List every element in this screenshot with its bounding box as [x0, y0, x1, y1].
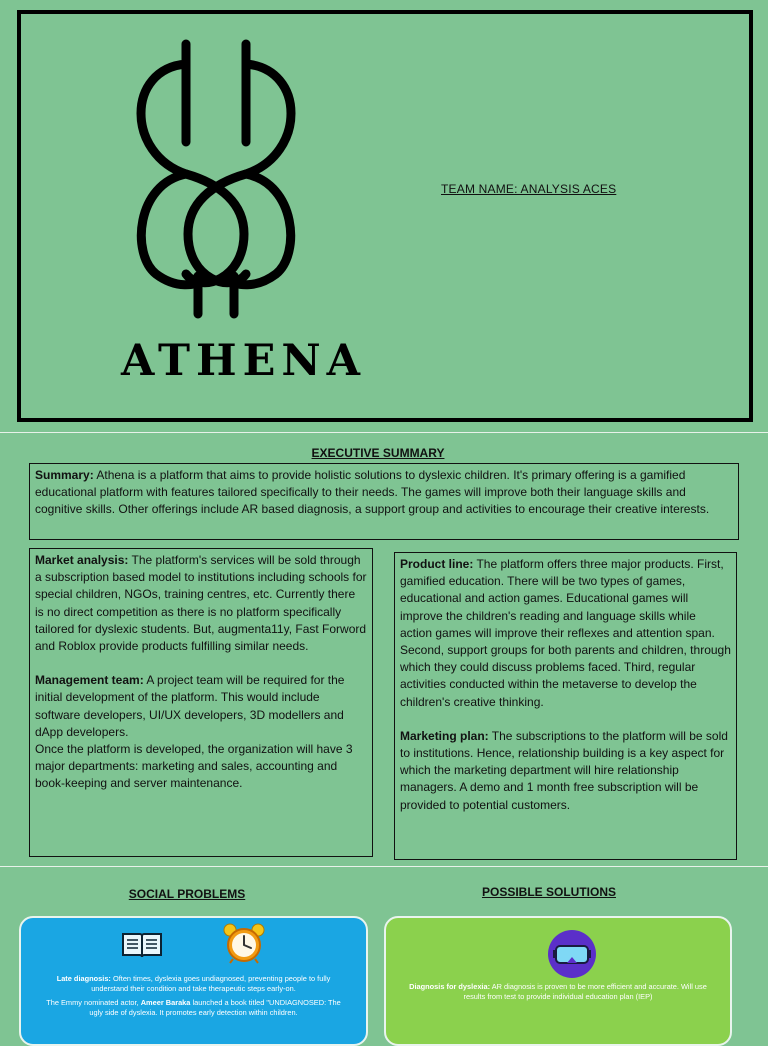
book-icon [120, 930, 164, 960]
product-line-text: The platform offers three major products. First, gamified education. There will be two types of games, educational and action games. Educational games will improve the children's reading and language skills while action games will improve their reflexes and attention span. Second, support groups for both parents and children, through which they could discuss problems faced. Third, regular activities conducted within the metaverse to develop the children's creative thinking. [400, 557, 731, 709]
marketing-plan-text: The subscriptions to the platform will be sold to institutions. Hence, relationship building is a key aspect for which the marketing department will hire relationship managers. A demo and 1 month free subscription will be provided to potential customers. [400, 728, 728, 812]
product-marketing-box [394, 552, 737, 860]
brand-name: ATHENA [120, 336, 367, 386]
vr-headset-icon [547, 929, 597, 979]
possible-solutions-card [384, 916, 732, 1046]
product-line-paragraph [400, 556, 731, 711]
late-diagnosis-label: Late diagnosis: [56, 974, 111, 983]
management-team-text: A project team will be required for the initial development of the platform. This would include software developers, UI/UX developers, 3D modellers and dApp developers. [35, 673, 345, 739]
marketing-plan-label: Marketing plan: [400, 728, 489, 743]
section-divider [0, 866, 768, 867]
management-team-paragraph-2: Once the platform is developed, the organization will have 3 major departments: marketing and sales, accounting and book-keeping and server maintenance. [35, 742, 353, 791]
diagnosis-solution-body: AR diagnosis is proven to be more efficient and accurate. Will use results from test to provide individual education plan (IEP) [463, 982, 707, 1001]
market-management-box [29, 548, 373, 857]
possible-solutions-title: POSSIBLE SOLUTIONS [481, 885, 616, 899]
executive-summary-title: EXECUTIVE SUMMARY [311, 446, 445, 460]
section-divider [0, 432, 768, 433]
diagnosis-solution-label: Diagnosis for dyslexia: [409, 982, 491, 991]
undiagnosed-pre: The Emmy nominated actor, [46, 998, 141, 1007]
social-problems-title: SOCIAL PROBLEMS [128, 887, 246, 901]
market-analysis-paragraph [35, 552, 367, 655]
late-diagnosis-text [39, 974, 348, 994]
market-analysis-label: Market analysis: [35, 553, 129, 567]
hero-banner [17, 10, 753, 422]
diagnosis-solution-text [404, 982, 712, 1002]
marketing-plan-paragraph [400, 728, 731, 814]
summary-label: Summary: [35, 468, 94, 482]
product-line-label: Product line: [400, 557, 474, 571]
management-team-paragraph [35, 672, 367, 741]
athena-logo-icon [116, 24, 316, 330]
alarm-clock-icon [222, 922, 266, 964]
market-analysis-text: The platform's services will be sold through a subscription based model to institutions including schools for special children, NGOs, training centres, etc. Currently there is no direct competition as there is no platform specifically tailored for dyslexic students. But, augmenta11y, Fast Forword and Roblox provide products fulfilling similar needs. [35, 553, 367, 654]
team-name: TEAM NAME: ANALYSIS ACES [441, 182, 617, 196]
social-problems-card [19, 916, 368, 1046]
summary-box [29, 463, 739, 540]
management-team-label: Management team: [35, 673, 144, 688]
ameer-baraka-name: Ameer Baraka [140, 998, 191, 1007]
undiagnosed-post: launched a book titled "UNDIAGNOSED: The ugly side of dyslexia. It promotes early detection within children. [89, 998, 341, 1017]
undiagnosed-book-text [39, 998, 348, 1018]
summary-text: Athena is a platform that aims to provide holistic solutions to dyslexic children. It's primary offering is a gamified educational platform with features tailored specifically to their needs. The games will improve both their language skills and cognitive skills. Other offerings include AR based diagnosis, a support group and activities to encourage their creative interests. [35, 468, 710, 517]
summary-paragraph [35, 467, 733, 519]
late-diagnosis-body: Often times, dyslexia goes undiagnosed, preventing people to fully understand their condition and take therapeutic steps early-on. [91, 974, 331, 993]
